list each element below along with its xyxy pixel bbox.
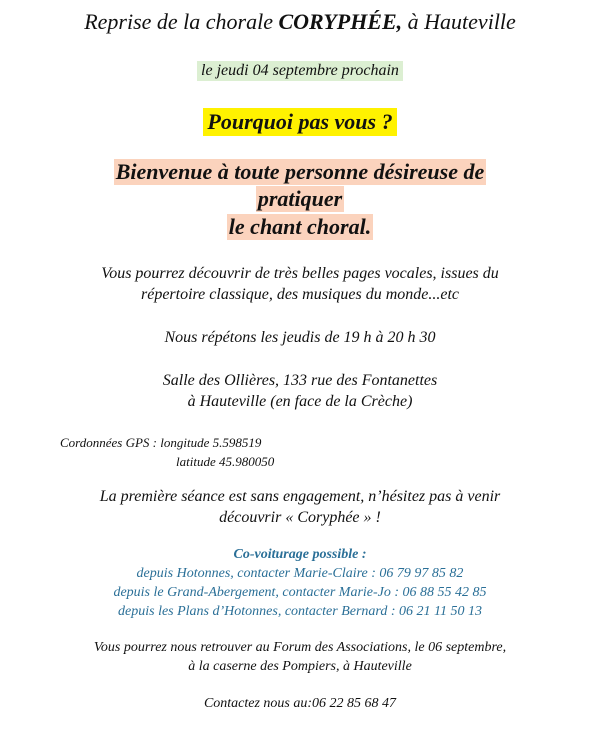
first-session-line-1: La première séance est sans engagement, n’hésitez pas à venir xyxy=(99,488,501,505)
document-title xyxy=(0,9,600,35)
welcome-text-1: Bienvenue à toute personne désireuse de xyxy=(115,159,485,184)
title-suffix: à Hauteville xyxy=(402,9,516,34)
schedule-text: Nous répétons les jeudis de 19 h à 20 h 30 xyxy=(164,329,436,346)
carpool-contact: depuis les Plans d’Hotonnes, contacter Bernard : 06 21 11 50 13 xyxy=(118,604,482,619)
forum-line-2: à la caserne des Pompiers, à Hauteville xyxy=(188,659,412,674)
date-banner xyxy=(0,61,600,81)
date-text: le jeudi 04 septembre prochain xyxy=(197,61,403,81)
carpool-contact: depuis le Grand-Abergement, contacter Marie-Jo : 06 88 55 42 85 xyxy=(113,585,487,600)
gps-latitude: latitude 45.980050 xyxy=(176,454,275,469)
carpool-contact: depuis Hotonnes, contacter Marie-Claire : 06 79 97 85 82 xyxy=(136,566,464,581)
welcome-line-3 xyxy=(0,214,600,240)
question-text: Pourquoi pas vous ? xyxy=(203,108,396,136)
carpool-heading: Co-voiturage possible : xyxy=(233,547,367,562)
welcome-text-3: le chant choral. xyxy=(228,214,372,239)
gps-longitude: Cordonnées GPS : longitude 5.598519 xyxy=(60,435,262,450)
forum-line-1: Vous pourrez nous retrouver au Forum des Associations, le 06 septembre, xyxy=(93,640,507,655)
intro-line-2: répertoire classique, des musiques du monde...etc xyxy=(140,286,459,303)
venue-line-2: à Hauteville (en face de la Crèche) xyxy=(187,393,413,410)
contact-line: Contactez nous au:06 22 85 68 47 xyxy=(203,696,397,711)
choir-name: CORYPHÉE, xyxy=(278,9,403,34)
welcome-text-2: pratiquer xyxy=(257,186,343,211)
question-banner xyxy=(0,108,600,136)
venue-line-1: Salle des Ollières, 133 rue des Fontanettes xyxy=(162,372,438,389)
title-prefix: Reprise de la chorale xyxy=(84,9,279,34)
welcome-line-2 xyxy=(0,186,600,212)
first-session-line-2: découvrir « Coryphée » ! xyxy=(219,509,381,526)
intro-line-1: Vous pourrez découvrir de très belles pages vocales, issues du xyxy=(101,265,499,282)
welcome-line-1 xyxy=(0,159,600,185)
